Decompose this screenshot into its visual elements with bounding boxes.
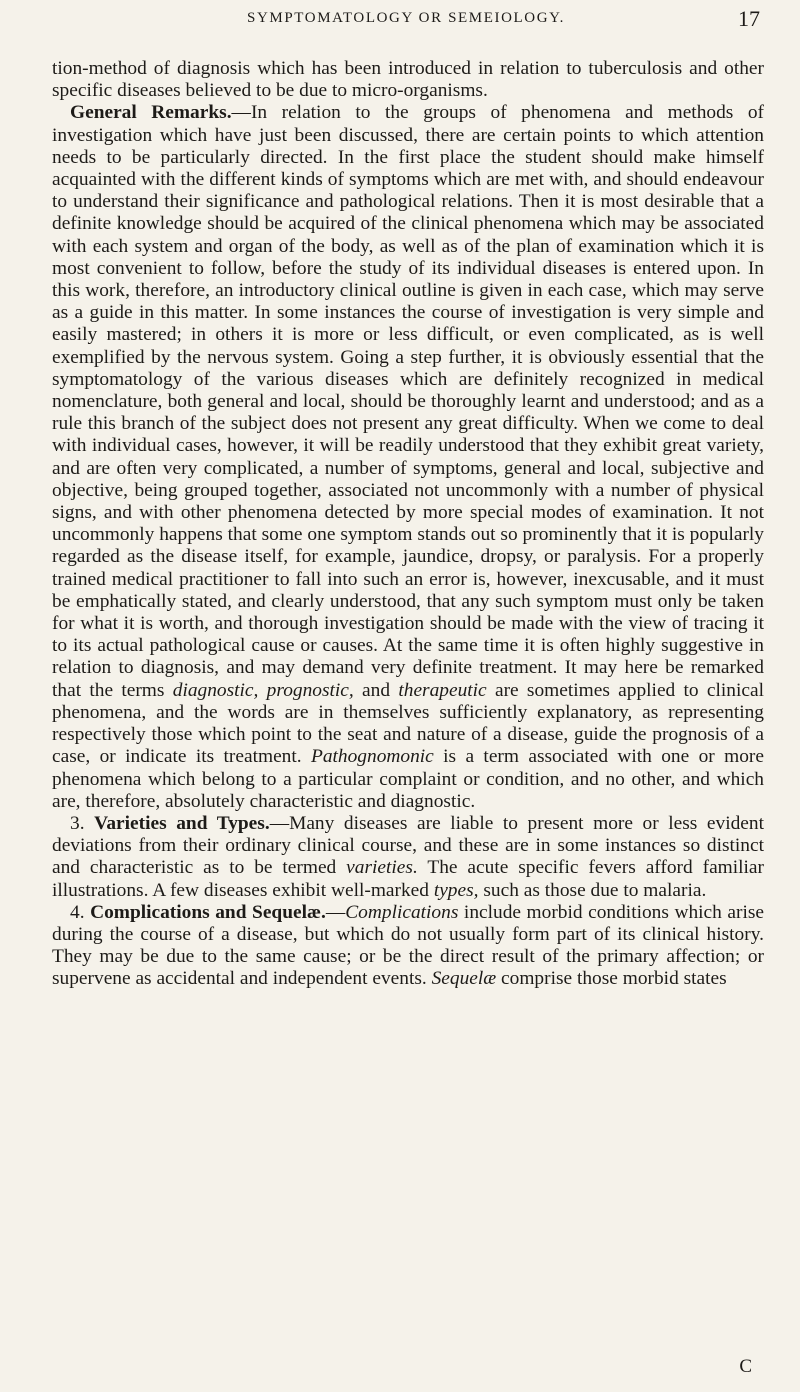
paragraph-text: tion-method of diagnosis which has been introduced in relation to tuberculosis and other specific diseases believed to be due to micro-organisms. bbox=[52, 58, 764, 102]
signature-mark: C bbox=[739, 1356, 752, 1377]
italic-term: therapeutic bbox=[398, 679, 487, 701]
paragraph-text: such as those due to malaria. bbox=[478, 879, 707, 901]
italic-term: Complications bbox=[345, 901, 459, 923]
section-number: 3. bbox=[70, 812, 95, 834]
paragraph-complications-sequelae bbox=[52, 902, 764, 991]
paragraph-text: is a term associated with one or more phenomena which belong to a particular complaint or condition, and no other, and which are, therefore, absolutely characteristic and diagnostic. bbox=[52, 746, 764, 812]
paragraph-text: are sometimes applied to clinical phenomena, and the words are in themselves sufficiently explanatory, as representing respectively those which point to the seat and nature of a disease, guide the prognosis of a case, or indicate its treatment. bbox=[52, 679, 764, 768]
page-number: 17 bbox=[738, 6, 760, 31]
paragraph-varieties-types bbox=[52, 813, 764, 902]
paragraph-text: —In relation to the groups of phenomena and methods of investigation which have just been discussed, there are certain points to which attention needs to be particularly directed. In the first place the student should make himself acquainted with the different kinds of symptoms which are met with, and should endeavour to understand their significance and pathological relations. Then it is most desirable that a definite knowledge should be acquired of the clinical phenomena which may be associated with each system and organ of the body, as well as of the plan of examination which it is most convenient to follow, before the study of its individual diseases is entered upon. In this work, therefore, an introductory clinical outline is given in each case, which may serve as a guide in this matter. In some instances the course of investigation is very simple and easily mastered; in others it is more or less difficult, or even complicated, as is well exemplified by the nervous system. Going a step further, it is obviously essential that the symptomatology of the various diseases which are definitely recognized in medical nomenclature, both general and local, should be thoroughly learnt and understood; and as a rule this branch of the subject does not present any great difficulty. When we come to deal with individual cases, however, it will be readily understood that they exhibit great variety, and are often very complicated, a number of symptoms, general and local, subjective and objective, being grouped together, associated not uncommonly with a number of physical signs, and with other phenomena detected by more special modes of examination. It not uncommonly happens that some one symptom stands out so prominently that it is popularly regarded as the disease itself, for example, jaundice, dropsy, or paralysis. For a properly trained medical practitioner to fall into such an error is, however, inexcusable, and it must be emphatically stated, and clearly understood, that any such symptom must only be taken for what it is worth, and thorough investigation should be made with the view of tracing it to its actual pathological cause or causes. At the same time it is often highly suggestive in relation to diagnosis, and may demand very definite treatment. It may here be remarked that the terms bbox=[52, 102, 765, 701]
section-number: 4. bbox=[70, 901, 91, 923]
section-heading-varieties-types: Varieties and Types. bbox=[94, 812, 270, 834]
paragraph-text: comprise those morbid states bbox=[496, 968, 727, 990]
paragraph-general-remarks bbox=[52, 102, 764, 813]
body-text bbox=[52, 58, 764, 991]
section-heading-complications-sequelae: Complications and Sequelæ. bbox=[90, 901, 326, 923]
paragraph-text: The acute specific fevers afford familiar illustrations. A few diseases exhibit well-marked bbox=[52, 857, 764, 901]
italic-term: diagnostic, prognostic, bbox=[172, 679, 354, 701]
italic-term: types, bbox=[433, 879, 479, 901]
section-heading-general-remarks: General Remarks. bbox=[70, 102, 232, 124]
running-title: SYMPTOMATOLOGY OR SEMEIOLOGY. bbox=[247, 10, 565, 26]
running-head bbox=[52, 4, 760, 34]
italic-term: varieties. bbox=[346, 857, 418, 879]
paragraph-text: and bbox=[353, 679, 399, 701]
paragraph-text: —Many diseases are liable to present more or less evident deviations from their ordinary clinical course, and these are in some instances so distinct and characteristic as to be termed bbox=[52, 812, 764, 879]
italic-term: Pathognomonic bbox=[310, 746, 434, 768]
italic-term: Sequelæ bbox=[431, 968, 497, 990]
paragraph-continuation bbox=[52, 58, 764, 102]
paragraph-text: include morbid conditions which arise during the course of a disease, but which do not usually form part of its clinical history. They may be due to the same cause; or be the direct result of the primary affection; or supervene as accidental and independent events. bbox=[52, 901, 764, 990]
paragraph-text: — bbox=[325, 901, 346, 923]
